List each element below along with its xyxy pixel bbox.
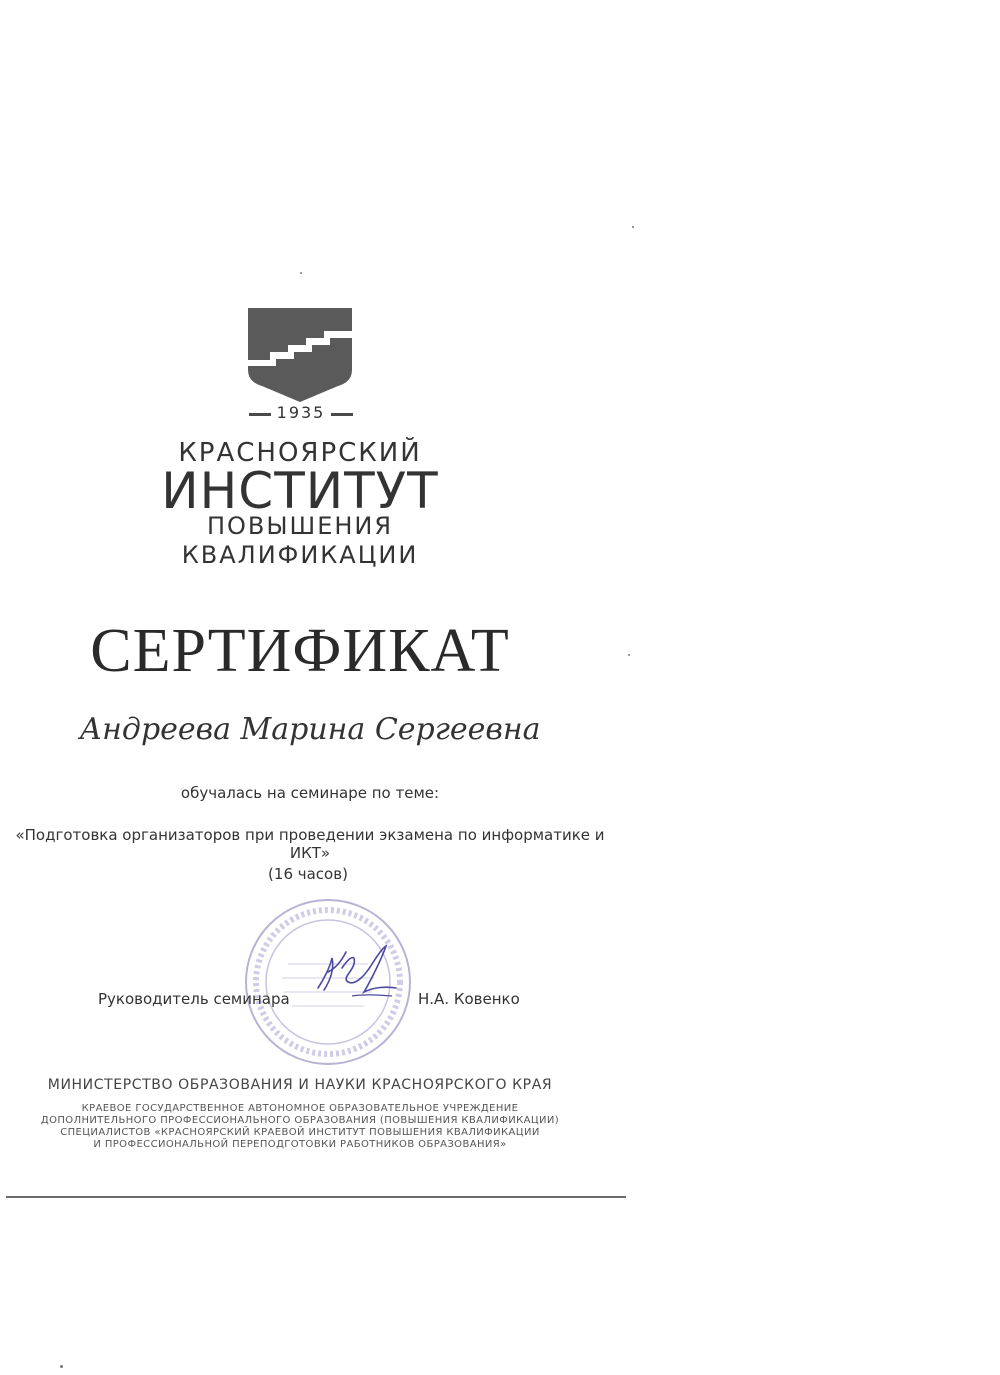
institution-line-4: И ПРОФЕССИОНАЛЬНОЙ ПЕРЕПОДГОТОВКИ РАБОТНИКОВ ОБРАЗОВАНИЯ»	[93, 1139, 507, 1150]
bottom-rule	[6, 1196, 626, 1198]
scan-speck	[300, 272, 302, 274]
institute-name-line-3: ПОВЫШЕНИЯ	[206, 512, 394, 540]
institution-line-1: КРАЕВОЕ ГОСУДАРСТВЕННОЕ АВТОНОМНОЕ ОБРАЗОВАТЕЛЬНОЕ УЧРЕЖДЕНИЕ	[81, 1103, 519, 1114]
recipient-name: Андреева Марина Сергеевна	[79, 712, 541, 747]
leader-name: Н.А. Ковенко	[418, 990, 520, 1008]
studied-text: обучалась на семинаре по теме:	[180, 784, 440, 802]
seminar-hours: (16 часов)	[268, 865, 348, 883]
seminar-topic: «Подготовка организаторов при проведении экзамена по информатике и ИКТ»	[15, 826, 605, 862]
scan-speck	[60, 1365, 63, 1368]
institute-logo-shield-icon	[248, 308, 352, 402]
year-text: 1935	[276, 403, 326, 422]
institute-name-line-2: ИНСТИТУТ	[161, 462, 439, 520]
logo-year	[245, 403, 357, 425]
certificate-title: СЕРТИФИКАТ	[90, 617, 510, 685]
scan-speck	[632, 226, 634, 228]
institute-name-line-1: КРАСНОЯРСКИЙ	[178, 438, 422, 468]
leader-label: Руководитель семинара	[98, 990, 290, 1008]
handwritten-signature	[312, 938, 402, 1008]
institution-line-3: СПЕЦИАЛИСТОВ «КРАСНОЯРСКИЙ КРАЕВОЙ ИНСТИТУТ ПОВЫШЕНИЯ КВАЛИФИКАЦИИ	[60, 1127, 540, 1138]
institution-line-2: ДОПОЛНИТЕЛЬНОГО ПРОФЕССИОНАЛЬНОГО ОБРАЗОВАНИЯ (ПОВЫШЕНИЯ КВАЛИФИКАЦИИ)	[40, 1115, 560, 1126]
institute-name-line-4: КВАЛИФИКАЦИИ	[181, 541, 419, 569]
scan-speck	[628, 654, 630, 656]
ministry-name: МИНИСТЕРСТВО ОБРАЗОВАНИЯ И НАУКИ КРАСНОЯРСКОГО КРАЯ	[47, 1077, 553, 1093]
